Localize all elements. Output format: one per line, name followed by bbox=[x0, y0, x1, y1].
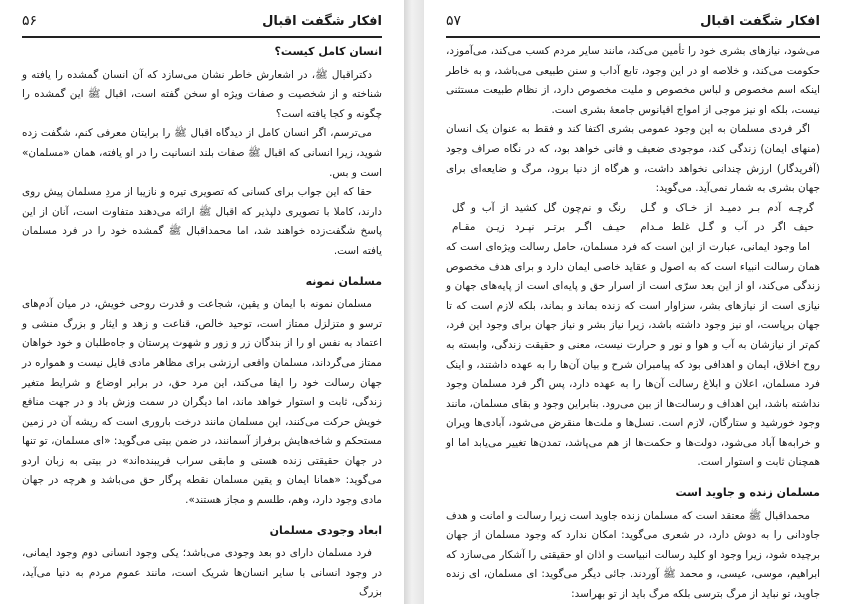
left-page-number: ۵۶ bbox=[22, 13, 38, 29]
poem-hemistich: حیـف اگـر برتـر نپـرد زیـن مقـام bbox=[452, 221, 626, 234]
left-header-title: افکار شگفت اقبال bbox=[262, 13, 382, 29]
paragraph: اما وجود ایمانی، عبارت از این است که فرد مسلمان، حامل رسالت ویژه‌ای است که همان رسالت انبیاء است که به اصول و عقاید خاصی ایمان دارد و برای هدف مخصوص زندگی می‌کند، او از این بعد سرّی است از اسرار حق و پایه‌ای است از پایه‌های جهان و نیازی است از نیازهای بشر، سزاوار است که زنده بماند و بماند، بلکه لازم است که تا جهان برپاست، او نیز وجود داشته باشد، زیرا نیاز بشر و نیاز جهان برای وجود این فرد، کم‌تر از نیازشان به آب و هوا و نور و حرارت نیست، معنی و حقیقت زندگی، وابسته به روح اخلاق، ایمان و اهدافی بود که پیامبران شرح و بیان آن‌ها را به عهده داشتند، و اینک فرد مسلمان، اعلان و ابلاغ رسالت آن‌ها را به عهده دارد، پس اگر فرد مسلمان وجود نداشته باشد، این اهداف و رسالت‌ها از بین می‌رود. بنابراین وجود و بقای مسلمان، مانند وجود خورشید و ستارگان، لازم است. نسل‌ها و ملت‌ها منقرض می‌شود، آبادی‌ها ویران و خرابه‌ها آباد می‌شود، دولت‌ها و حکمت‌ها از هم می‌پاشد، تمدن‌ها تغییر می‌یابد اما او همچنان ثابت و استوار است. bbox=[446, 240, 820, 469]
left-page-header bbox=[22, 6, 382, 38]
paragraph: می‌ترسم، اگر انسان کامل از دیدگاه اقبال ﷺ را برایتان معرفی کنم، شگفت زده شوید، زیرا انسانی که اقبال ﷺ صفات بلند انسانیت را در او یافته، همان «مسلمان» است و بس. bbox=[22, 127, 382, 179]
poem-verse bbox=[452, 199, 814, 219]
paragraph: مسلمان نمونه با ایمان و یقین، شجاعت و قدرت روحی خویش، در میان آدم‌های ترسو و متزلزل ممتاز است، توحید خالص، قناعت و زهد و ایثار و بزرگ منشی و اعتماد به نفس او را از بندگان زر و زور و شهوت پرستان و جاه‌طلبان و خود خواهان ممتاز می‌گرداند، مسلمان واقعی ارزشی برای مظاهر مادی قایل نیست و همواره در جهان رسالت خود را ایفا می‌کند، این مرد حق، در برابر اوضاع و شرایط متغیر زندگی، ثابت و استوار خواهد ماند، اما دیگران در سمت وزش باد و در جهت منافع خویش حرکت می‌کنند، این مسلمان مانند درخت باروری است که ریشه آن در زمین مستحکم و شاخه‌هایش برفراز آسمانند، در ضمن بیتی می‌گوید: «ای مسلمان، تو تنها در جهان حقیقتی زنده هستی و مابقی سراب فریبنده‌اند» در بیتی به زبان اردو می‌گوید: «همانا ایمان و یقین مسلمان نقطه پرگار حق می‌باشد و هرچه در جهان مادی وجود دارد، وهم، طلسم و مجاز هستند». bbox=[22, 298, 382, 507]
left-page bbox=[0, 0, 404, 604]
section-heading-dimensions: ابعاد وجودی مسلمان bbox=[269, 523, 382, 537]
poem-hemistich: گرچـه آدم بـر دمیـد از خـاک و گـل bbox=[640, 201, 814, 214]
poem-hemistich: حیف اگر در آب و گـل غلط مـدام bbox=[640, 221, 814, 234]
poem-block bbox=[446, 199, 820, 238]
paragraph: دکتراقبال ﷺ، در اشعارش خاطر نشان می‌سازد که آن انسان گمشده را یافته و شناخته و از شخصیت و صفات ویژه او سخن گفته است، اقبال ﷺ این گمشده را چگونه و کجا یافته است؟ bbox=[22, 68, 382, 120]
paragraph: حقا که این جواب برای کسانی که تصویری تیره و نازیبا از مردِ مسلمان پیش روی دارند، کاملا با تصویری دلپذیر که اقبال ﷺ ارائه می‌دهند متفاوت است، آنان از این پاسخ شگفت‌زده خواهند شد، اما محمداقبال ﷺ گمشده خود را در فرد مسلمان یافته است. bbox=[22, 186, 382, 257]
section-heading-model-muslim: مسلمان نمونه bbox=[305, 274, 382, 288]
paragraph: می‌شود، نیازهای بشری خود را تأمین می‌کند، مانند سایر مردم کسب می‌کند، می‌آموزد، حکومت می‌کند، و خلاصه او در این وجود، تابع آداب و سنن طبیعی می‌باشد، و به خاطر اینکه اسم مخصوص و لباس مخصوص و ملیت مخصوص دارد، از نظام طبیعت مستثنی نیست، بلکه او نیز موجی از امواج اقیانوس جامعۀ بشری است. bbox=[446, 45, 820, 116]
book-gutter bbox=[404, 0, 424, 604]
left-page-content bbox=[22, 42, 382, 603]
right-page-header bbox=[446, 6, 820, 38]
right-header-title: افکار شگفت اقبال bbox=[700, 13, 820, 29]
right-page-content bbox=[446, 42, 820, 605]
section-heading-perfect-human: انسان کامل کیست؟ bbox=[274, 45, 382, 58]
paragraph: فرد مسلمان دارای دو بعد وجودی می‌باشد؛ یکی وجود انسانی دوم وجود ایمانی، در وجود انسانی با سایر انسان‌ها شریک است، مانند عموم مردم به دنیا می‌آید، بزرگ bbox=[22, 547, 382, 599]
poem-verse bbox=[452, 218, 814, 238]
poem-hemistich: رنگ و نم‌چون گل کشید از آب و گل bbox=[452, 201, 626, 214]
right-page bbox=[424, 0, 846, 604]
right-page-number: ۵۷ bbox=[446, 13, 462, 29]
paragraph: اگر فردی مسلمان به این وجود عمومی بشری اکتفا کند و فقط به عنوان یک انسان (منهای ایمان) زندگی کند، موجودی ضعیف و فانی خواهد بود، که در نگاه صراف وجود (آفریدگار) ارزش چندانی نخواهد داشت، و هرگاه از دنیا برود، مرگ و ضایعه‌ای برای جهان بشری به شمار نمی‌آید. می‌گوید: bbox=[446, 123, 820, 195]
section-heading-eternal-muslim: مسلمان زنده و جاوید است bbox=[675, 486, 820, 500]
paragraph: محمداقبال ﷺ معتقد است که مسلمان زنده جاوید است زیرا رسالت و امانت و هدف جاودانی را به دوش دارد، در شعری می‌گوید: امکان ندارد که وجود مسلمان از جهان برچیده شود، زیرا وجود او کلید رسالت انبیاست و اذان او حقیقتی را آشکار می‌سازد که ابراهیم، موسی، عیسی، و محمد ﷺ آوردند. جائی دیگر می‌گوید: ای مسلمان، ای زنده جاوید، تو نباید از مرگ بترسی بلکه مرگ باید از تو بهراسد: bbox=[446, 509, 820, 601]
